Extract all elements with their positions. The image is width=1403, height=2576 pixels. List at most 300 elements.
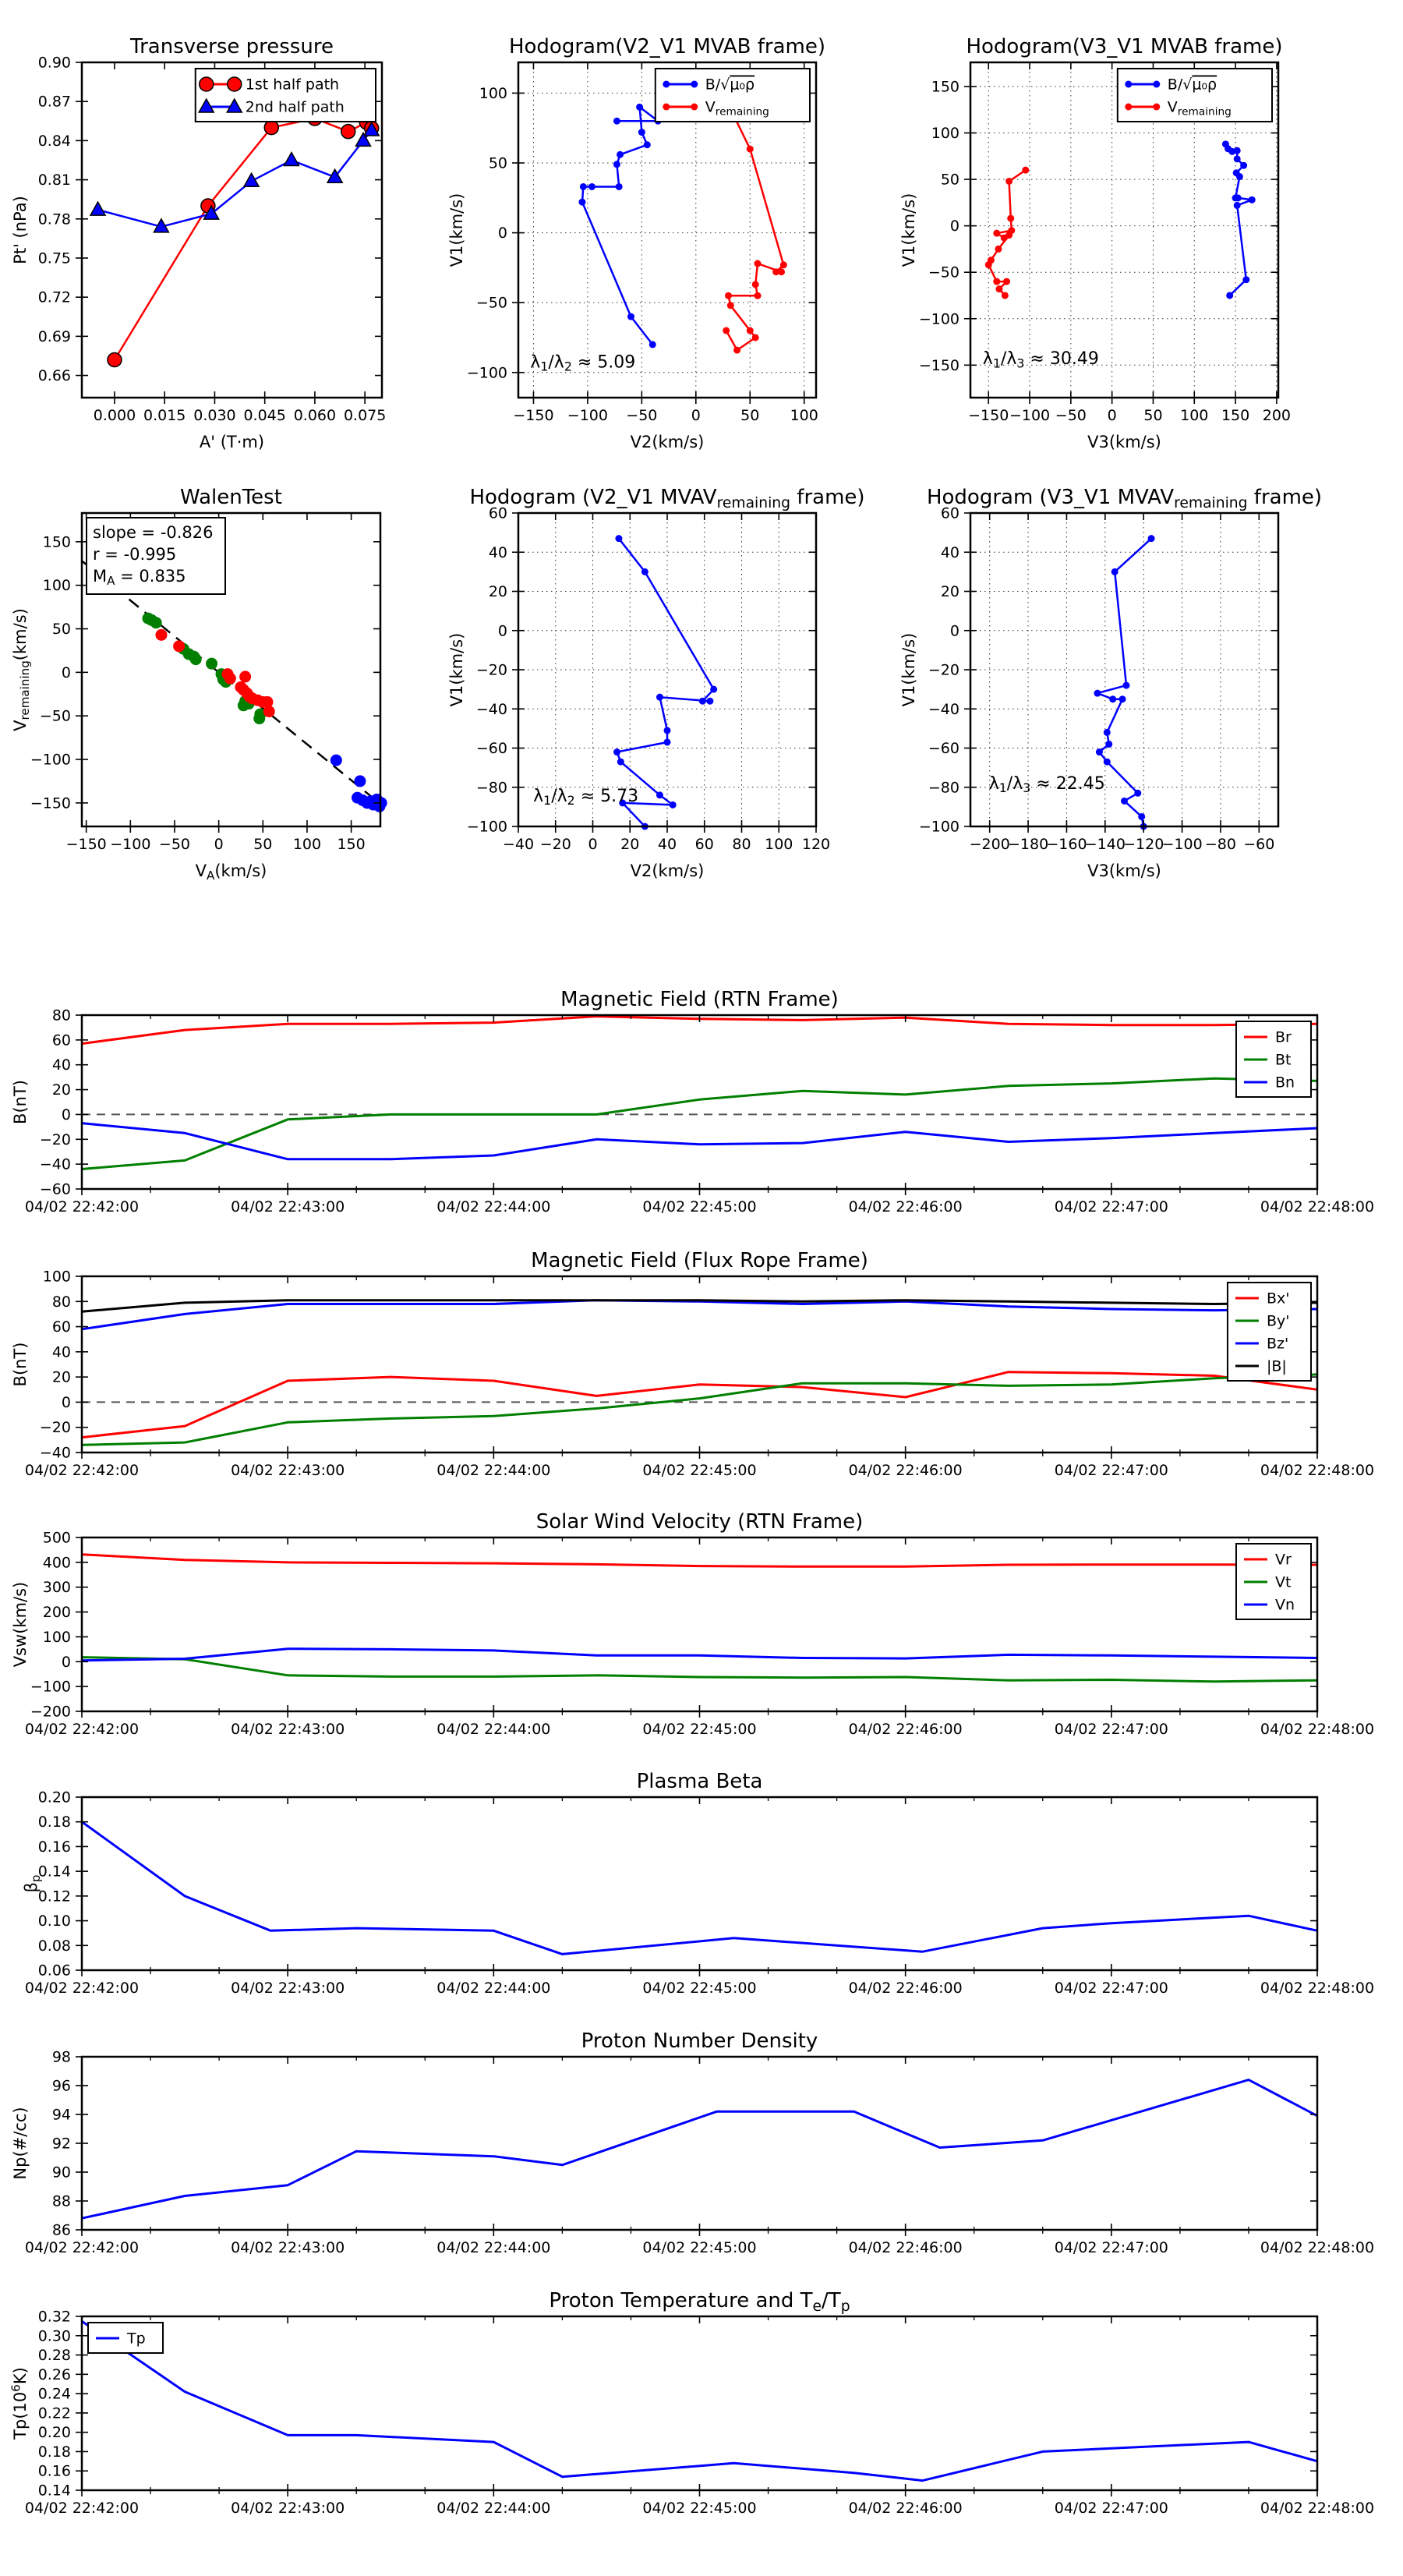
hodogram-v2v1-mvab-x-tick-label: 100 [790,407,818,424]
transverse-pressure-title: Transverse pressure [130,35,334,58]
dot-marker [239,671,251,682]
magnetic-field-rtn-y-tick-label: −40 [39,1155,71,1173]
dot-marker [663,81,670,88]
series-line [1225,144,1252,295]
dot-marker [752,281,759,288]
walen-test-y-tick-label: 150 [42,533,71,551]
dot-marker [691,104,698,111]
magnetic-field-flux-rope-legend-label: |B| [1266,1357,1287,1375]
proton-temperature-y-tick-label: 0.30 [37,2327,71,2345]
hodogram-v3v1-mvav-x-tick-label: −120 [1123,836,1164,853]
transverse-pressure-y-tick-label: 0.90 [37,54,71,72]
hodogram-v2v1-mvab-y-tick-label: 50 [488,154,507,172]
proton-temperature-y-tick-label: 0.24 [37,2385,71,2403]
solar-wind-velocity-series-vr [82,1555,1317,1567]
hodogram-v3v1-mvav-x-tick-label: −80 [1204,836,1236,853]
proton-number-density-series-np [82,2080,1317,2219]
circle-marker [341,125,355,139]
magnetic-field-flux-rope-y-tick-label: 40 [51,1343,71,1361]
magnetic-field-rtn-y-tick-label: 40 [51,1056,71,1074]
dot-marker [1242,276,1249,283]
transverse-pressure-legend-label: 1st half path [245,76,340,94]
hodogram-v3v1-mvab-x-tick-label: 200 [1262,407,1292,424]
hodogram-v3v1-mvab-ylabel: V1(km/s) [899,193,918,267]
walen-test-stats-line: r = -0.995 [93,545,177,564]
series-line [115,119,372,360]
chart-solar-wind-velocity [11,1510,1374,1738]
dot-marker [723,327,730,334]
dot-marker [1005,232,1012,239]
plasma-beta-title: Plasma Beta [636,1770,763,1793]
dot-marker [1005,178,1012,185]
dot-marker [1138,813,1145,820]
dot-marker [627,313,634,320]
proton-temperature-x-tick-label: 04/02 22:44:00 [436,2500,551,2517]
hodogram-v2v1-mvab-legend-label: B/√μ₀ρ [705,76,755,94]
chart-walen-test [11,486,387,883]
walen-test-series-red-points [155,629,274,717]
proton-number-density-y-tick-label: 94 [51,2106,71,2124]
hodogram-v3v1-mvab-lambda-annotation: $\lambda_1/\lambda_3 \approx 30.49$ [982,349,1099,371]
proton-number-density-title: Proton Number Density [581,2029,818,2053]
proton-number-density-y-tick-label: 86 [51,2221,71,2239]
proton-temperature-y-tick-label: 0.18 [37,2443,71,2461]
magnetic-field-flux-rope-x-tick-label: 04/02 22:47:00 [1054,1462,1168,1479]
dot-marker [1094,690,1101,697]
hodogram-v3v1-mvab-x-tick-label: 50 [1143,407,1163,424]
walen-test-title: WalenTest [180,486,282,509]
magnetic-field-flux-rope-x-tick-label: 04/02 22:45:00 [642,1462,757,1479]
transverse-pressure-series-1st-half-path [108,111,379,367]
solar-wind-velocity-series-vn [82,1649,1317,1661]
walen-test-series-blue-points [330,755,387,812]
chart-transverse-pressure [11,35,386,451]
dot-marker [1104,759,1111,766]
transverse-pressure-x-tick-label: 0.000 [93,407,136,424]
hodogram-v3v1-mvav-lambda-annotation: $\lambda_1/\lambda_3 \approx 22.45$ [988,773,1105,796]
proton-temperature-y-tick-label: 0.28 [37,2347,71,2365]
proton-temperature-series-tp [82,2321,1317,2480]
dot-marker [173,640,185,652]
transverse-pressure-series-2nd-half-path [90,122,379,232]
hodogram-v3v1-mvav-x-tick-label: −100 [1161,836,1203,853]
transverse-pressure-x-tick-label: 0.060 [293,407,337,424]
dot-marker [752,334,759,341]
dot-marker [330,755,342,766]
hodogram-v2v1-mvab-ylabel: V1(km/s) [447,193,466,267]
hodogram-v2v1-mvab-legend-label: $V_{remaining}$ [705,98,769,119]
triangle-marker [284,152,299,165]
dot-marker [615,535,622,542]
plasma-beta-y-tick-label: 0.16 [37,1838,71,1856]
plasma-beta-y-tick-label: 0.08 [37,1937,71,1955]
transverse-pressure-x-tick-label: 0.075 [343,407,387,424]
dot-marker [354,775,366,787]
hodogram-v3v1-mvav-y-tick-label: −100 [918,818,959,836]
proton-temperature-legend-label: Tp [127,2330,146,2348]
dot-marker [1096,748,1103,755]
magnetic-field-rtn-title: Magnetic Field (RTN Frame) [560,988,839,1011]
transverse-pressure-y-tick-label: 0.72 [37,288,71,306]
proton-temperature-y-tick-label: 0.32 [37,2308,71,2326]
dot-marker [664,738,671,745]
dot-marker [1134,790,1141,797]
plasma-beta-y-tick-label: 0.12 [37,1888,71,1905]
hodogram-v3v1-mvab-legend-label: B/√μ₀ρ [1167,76,1217,94]
proton-temperature-x-tick-label: 04/02 22:45:00 [642,2500,757,2517]
walen-test-y-tick-label: −100 [30,751,71,769]
walen-test-y-tick-label: 50 [51,621,71,639]
plasma-beta-y-tick-label: 0.06 [37,1962,71,1980]
dot-marker [1234,155,1241,162]
plasma-beta-x-tick-label: 04/02 22:42:00 [24,1980,140,1997]
dot-marker [253,713,265,724]
solar-wind-velocity-y-tick-label: 0 [61,1653,71,1671]
hodogram-v2v1-mvav-y-tick-label: −60 [475,740,507,757]
dot-marker [578,199,585,206]
hodogram-v2v1-mvav-x-tick-label: 60 [694,836,714,853]
hodogram-v2v1-mvab-x-tick-label: 50 [740,407,760,424]
chart-hodogram-v2v1-mvav [447,486,865,880]
plasma-beta-y-tick-label: 0.20 [37,1789,71,1806]
series-line [82,1658,1317,1682]
proton-temperature-ylabel: $Tp(10^6K)$ [9,2367,30,2440]
plasma-beta-x-tick-label: 04/02 22:45:00 [642,1980,757,1997]
dot-marker [1002,292,1009,299]
hodogram-v2v1-mvav-x-tick-label: 20 [620,836,640,853]
dot-marker [1022,167,1029,174]
chart-magnetic-field-rtn [11,988,1374,1215]
dot-marker [1007,215,1014,222]
hodogram-v2v1-mvab-x-tick-label: −150 [513,407,554,424]
solar-wind-velocity-legend-label: Vn [1274,1596,1295,1614]
hodogram-v3v1-mvav-x-tick-label: −160 [1046,836,1087,853]
triangle-marker [244,173,259,186]
hodogram-v3v1-mvab-x-tick-label: 150 [1221,407,1250,424]
magnetic-field-rtn-y-tick-label: 20 [51,1081,71,1099]
magnetic-field-rtn-x-tick-label: 04/02 22:45:00 [642,1198,757,1215]
series-line [82,1372,1317,1438]
chart-hodogram-v3v1-mvab [899,35,1291,451]
transverse-pressure-y-tick-label: 0.78 [37,211,71,228]
hodogram-v2v1-mvav-y-tick-label: 40 [488,543,507,561]
hodogram-v2v1-mvab-series-v-remaining [723,108,787,353]
hodogram-v3v1-mvav-y-tick-label: −40 [928,700,959,718]
solar-wind-velocity-x-tick-label: 04/02 22:47:00 [1054,1721,1168,1738]
dot-marker [706,698,713,705]
walen-test-x-tick-label: 100 [292,836,322,853]
hodogram-v3v1-mvav-x-tick-label: −60 [1243,836,1275,853]
series-line [82,2321,1317,2480]
magnetic-field-flux-rope-legend-label: Bz' [1266,1335,1289,1353]
proton-number-density-x-tick-label: 04/02 22:45:00 [642,2239,757,2256]
dot-marker [727,302,734,309]
dot-marker [1148,535,1155,542]
hodogram-v2v1-mvav-x-tick-label: 80 [732,836,751,853]
hodogram-v2v1-mvav-y-tick-label: −20 [475,661,507,679]
transverse-pressure-y-tick-label: 0.81 [37,172,71,189]
hodogram-v3v1-mvav-y-tick-label: −80 [928,779,959,797]
walen-test-ylabel: $V_{remaining}(km/s)$ [11,608,33,731]
solar-wind-velocity-y-tick-label: 400 [42,1554,71,1572]
dot-marker [1121,798,1128,805]
walen-test-x-tick-label: 50 [253,836,273,853]
plasma-beta-axes [82,1797,1317,1970]
hodogram-v3v1-mvav-y-tick-label: −20 [928,661,959,679]
magnetic-field-rtn-x-tick-label: 04/02 22:48:00 [1260,1198,1375,1215]
hodogram-v2v1-mvav-x-tick-label: 120 [801,836,831,853]
dot-marker [995,246,1002,253]
dot-marker [206,658,217,670]
dot-marker [1111,568,1119,575]
solar-wind-velocity-x-tick-label: 04/02 22:48:00 [1260,1721,1375,1738]
proton-number-density-x-tick-label: 04/02 22:48:00 [1260,2239,1375,2256]
dot-marker [1125,81,1132,88]
magnetic-field-flux-rope-series-bz- [82,1300,1317,1329]
walen-test-y-tick-label: 0 [61,663,71,681]
walen-test-y-tick-label: −150 [30,794,71,812]
proton-number-density-x-tick-label: 04/02 22:42:00 [24,2239,140,2256]
magnetic-field-rtn-x-tick-label: 04/02 22:46:00 [848,1198,963,1215]
dot-marker [644,141,651,148]
hodogram-v3v1-mvab-x-tick-label: −100 [1009,407,1051,424]
magnetic-field-rtn-axes [82,1015,1317,1189]
dot-marker [691,81,698,88]
hodogram-v3v1-mvab-title: Hodogram(V3_V1 MVAB frame) [966,35,1283,58]
plasma-beta-y-tick-label: 0.14 [37,1863,71,1881]
solar-wind-velocity-y-tick-label: −100 [30,1678,71,1696]
hodogram-v2v1-mvav-x-tick-label: 40 [657,836,677,853]
series-line [82,1555,1317,1567]
transverse-pressure-y-tick-label: 0.87 [37,93,71,111]
proton-temperature-y-tick-label: 0.26 [37,2365,71,2383]
proton-number-density-x-tick-label: 04/02 22:46:00 [848,2239,963,2256]
proton-number-density-y-tick-label: 90 [51,2164,71,2181]
dot-marker [638,129,645,136]
transverse-pressure-xlabel: A' (T·m) [199,433,265,451]
transverse-pressure-y-tick-label: 0.84 [37,132,71,150]
hodogram-v2v1-mvab-y-tick-label: 0 [497,225,507,242]
transverse-pressure-ylabel: Pt' (nPa) [11,196,30,264]
dot-marker [649,341,656,348]
magnetic-field-rtn-y-tick-label: −20 [39,1131,71,1148]
hodogram-v3v1-mvab-y-tick-label: 100 [931,125,959,143]
dot-marker [190,653,202,665]
magnetic-field-flux-rope-x-tick-label: 04/02 22:44:00 [436,1462,551,1479]
magnetic-field-flux-rope-y-tick-label: −20 [39,1419,71,1437]
dot-marker [656,791,663,798]
dot-marker [224,673,236,685]
solar-wind-velocity-y-tick-label: 300 [42,1579,71,1597]
hodogram-v3v1-mvav-y-tick-label: 20 [940,583,959,600]
magnetic-field-rtn-ylabel: B(nT) [11,1080,30,1124]
magnetic-field-flux-rope-y-tick-label: 0 [61,1393,71,1411]
magnetic-field-flux-rope-legend-label: By' [1266,1312,1290,1330]
magnetic-field-flux-rope-x-tick-label: 04/02 22:43:00 [231,1462,345,1479]
walen-test-stats-line: slope = -0.826 [93,523,214,542]
circle-marker [264,121,278,135]
dot-marker [613,161,620,168]
proton-number-density-x-tick-label: 04/02 22:44:00 [436,2239,551,2256]
transverse-pressure-x-tick-label: 0.015 [143,407,186,424]
proton-temperature-y-tick-label: 0.14 [37,2482,71,2500]
magnetic-field-flux-rope-x-tick-label: 04/02 22:46:00 [848,1462,963,1479]
magnetic-field-rtn-y-tick-label: 0 [61,1106,71,1123]
transverse-pressure-y-tick-label: 0.69 [37,327,71,345]
hodogram-v3v1-mvab-y-tick-label: 150 [931,78,959,96]
hodogram-v3v1-mvab-xlabel: V3(km/s) [1087,433,1161,451]
hodogram-v2v1-mvav-x-tick-label: 100 [765,836,793,853]
solar-wind-velocity-x-tick-label: 04/02 22:42:00 [24,1721,140,1738]
dot-marker [1125,104,1132,111]
walen-test-xlabel: $V_A(km/s)$ [195,862,267,883]
magnetic-field-flux-rope-ylabel: B(nT) [11,1342,30,1387]
dot-marker [995,285,1002,292]
chart-hodogram-v3v1-mvav [899,486,1322,880]
hodogram-v2v1-mvab-lambda-annotation: $\lambda_1/\lambda_2 \approx 5.09$ [530,352,636,374]
dot-marker [993,278,1000,285]
magnetic-field-flux-rope-y-tick-label: 60 [51,1318,71,1336]
plasma-beta-x-tick-label: 04/02 22:46:00 [848,1980,963,1997]
dot-marker [1234,147,1241,154]
dot-marker [699,698,706,705]
dot-marker [150,617,162,628]
hodogram-v3v1-mvab-series-v-remaining [985,167,1030,299]
circle-marker [200,77,214,91]
dot-marker [1234,202,1241,209]
magnetic-field-flux-rope-legend-label: Bx' [1266,1290,1290,1307]
dot-marker [1249,196,1256,203]
hodogram-v3v1-mvab-y-tick-label: −150 [918,356,959,374]
hodogram-v2v1-mvav-series-v2-v1 [613,535,717,830]
solar-wind-velocity-y-tick-label: 500 [42,1529,71,1547]
hodogram-v2v1-mvab-xlabel: V2(km/s) [630,433,705,451]
series-line [82,1300,1317,1329]
dot-marker [636,104,643,111]
transverse-pressure-y-tick-label: 0.66 [37,367,71,385]
dot-marker [733,347,740,354]
dot-marker [1104,729,1111,736]
plasma-beta-y-tick-label: 0.18 [37,1813,71,1831]
hodogram-v2v1-mvab-title: Hodogram(V2_V1 MVAB frame) [508,35,826,58]
walen-test-stats-line: $M_A = 0.835$ [93,567,186,589]
circle-marker [108,352,122,366]
hodogram-v2v1-mvav-x-tick-label: −20 [539,836,571,853]
hodogram-v3v1-mvav-y-tick-label: 60 [940,504,959,522]
hodogram-v3v1-mvav-x-tick-label: −140 [1084,836,1126,853]
plasma-beta-y-tick-label: 0.10 [37,1913,71,1930]
hodogram-v3v1-mvab-y-tick-label: 50 [940,171,959,189]
walen-test-x-tick-label: −100 [110,836,151,853]
solar-wind-velocity-y-tick-label: 100 [42,1628,71,1646]
dot-marker [1105,741,1112,748]
magnetic-field-rtn-y-tick-label: 60 [51,1031,71,1049]
proton-number-density-y-tick-label: 92 [51,2135,71,2153]
transverse-pressure-y-tick-label: 0.75 [37,249,71,267]
magnetic-field-flux-rope-y-tick-label: 80 [51,1293,71,1311]
walen-test-x-tick-label: −50 [158,836,191,853]
magnetic-field-rtn-legend-label: Bt [1274,1051,1292,1069]
magnetic-field-rtn-x-tick-label: 04/02 22:43:00 [231,1198,345,1215]
solar-wind-velocity-y-tick-label: 200 [42,1604,71,1622]
dot-marker [985,261,992,268]
magnetic-field-rtn-x-tick-label: 04/02 22:47:00 [1054,1198,1168,1215]
hodogram-v3v1-mvab-y-tick-label: 0 [949,218,959,235]
proton-temperature-y-tick-label: 0.20 [37,2424,71,2442]
hodogram-v2v1-mvav-lambda-annotation: $\lambda_1/\lambda_2 \approx 5.73$ [533,786,639,809]
dot-marker [1119,695,1126,702]
dot-marker [617,759,624,766]
dot-marker [710,686,717,693]
dot-marker [670,801,677,809]
hodogram-v3v1-mvav-ylabel: V1(km/s) [899,632,918,707]
magnetic-field-rtn-y-tick-label: 80 [51,1007,71,1024]
dot-marker [993,230,1000,237]
dot-marker [1109,695,1116,702]
proton-number-density-axes [82,2057,1317,2230]
hodogram-v2v1-mvav-y-tick-label: 20 [488,583,507,600]
solar-wind-velocity-x-tick-label: 04/02 22:46:00 [848,1721,963,1738]
dot-marker [1235,194,1242,201]
magnetic-field-rtn-x-tick-label: 04/02 22:42:00 [24,1198,140,1215]
dot-marker [664,727,671,734]
chart-plasma-beta [22,1770,1374,1997]
transverse-pressure-legend-label: 2nd half path [245,98,345,116]
proton-number-density-x-tick-label: 04/02 22:47:00 [1054,2239,1168,2256]
hodogram-v3v1-mvav-y-tick-label: −60 [928,740,959,757]
dot-marker [725,292,732,299]
walen-test-x-tick-label: 0 [214,836,224,853]
dot-marker [780,261,787,268]
hodogram-v3v1-mvab-x-tick-label: 0 [1107,407,1117,424]
magnetic-field-flux-rope-x-tick-label: 04/02 22:42:00 [24,1462,140,1479]
dot-marker [1122,682,1129,689]
hodogram-v2v1-mvab-y-tick-label: 100 [479,84,507,102]
hodogram-v3v1-mvab-x-tick-label: −150 [968,407,1009,424]
hodogram-v2v1-mvab-x-tick-label: −100 [567,407,608,424]
solar-wind-velocity-x-tick-label: 04/02 22:45:00 [642,1721,757,1738]
chart-proton-temperature [9,2289,1374,2517]
dot-marker [754,260,761,267]
hodogram-v3v1-mvav-x-tick-label: −200 [969,836,1010,853]
hodogram-v3v1-mvab-y-tick-label: −50 [928,264,959,281]
hodogram-v2v1-mvav-y-tick-label: 60 [488,504,507,522]
series-line [82,1822,1317,1955]
dot-marker [1240,162,1247,169]
hodogram-v2v1-mvab-x-tick-label: 0 [691,407,701,424]
magnetic-field-flux-rope-y-tick-label: 20 [51,1368,71,1386]
circle-marker [228,77,242,91]
magnetic-field-flux-rope-y-tick-label: 100 [42,1268,71,1286]
solar-wind-velocity-x-tick-label: 04/02 22:43:00 [231,1721,345,1738]
walen-test-y-tick-label: 100 [42,577,71,595]
triangle-marker [90,202,105,215]
hodogram-v2v1-mvav-ylabel: V1(km/s) [447,632,466,707]
plasma-beta-x-tick-label: 04/02 22:47:00 [1054,1980,1168,1997]
dot-marker [1226,292,1233,299]
magnetic-field-rtn-y-tick-label: −60 [39,1180,71,1198]
series-line [82,1649,1317,1661]
dot-marker [263,706,275,717]
proton-number-density-y-tick-label: 96 [51,2077,71,2095]
series-line [726,111,784,350]
proton-temperature-x-tick-label: 04/02 22:47:00 [1054,2500,1168,2517]
proton-temperature-axes [82,2316,1317,2490]
plasma-beta-series-beta-p [82,1822,1317,1955]
magnetic-field-rtn-x-tick-label: 04/02 22:44:00 [436,1198,551,1215]
hodogram-v3v1-mvab-legend-label: $V_{remaining}$ [1167,98,1232,119]
walen-test-y-tick-label: −50 [39,707,71,725]
